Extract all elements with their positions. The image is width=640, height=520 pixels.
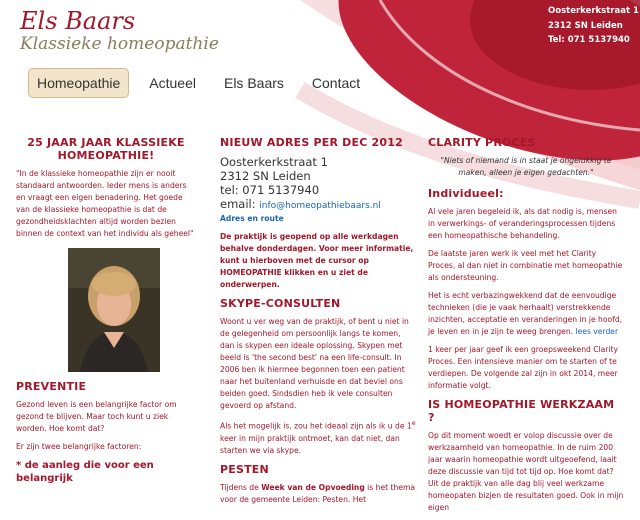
- anniversary-title: 25 JAAR JAAR KLASSIEKE HOMEOPATHIE!: [27, 136, 185, 162]
- pesten-title: PESTEN: [220, 462, 269, 476]
- column-right: [428, 136, 624, 520]
- preventie-title: PREVENTIE: [16, 380, 87, 393]
- new-address-phone: tel: 071 5137940: [220, 183, 320, 197]
- nav-homeopathie[interactable]: Homeopathie: [28, 68, 129, 98]
- portrait-image: [68, 248, 160, 372]
- header-street: Oosterkerkstraat 1: [548, 6, 639, 16]
- individueel-text-3: [428, 290, 624, 338]
- individueel-text-3-body: Het is echt verbazingwekkend dat de eenvoudige technieken (die je vaak herhaalt) verstrekkende inzichten, acceptatie en veranderingen in je hoofd, je leven en in je zijn te weeg brengen.: [428, 291, 623, 336]
- column-left: [16, 136, 196, 485]
- read-more-link[interactable]: lees verder: [575, 327, 619, 336]
- factor-item: * de aanleg die voor een belangrijk: [16, 460, 154, 484]
- individueel-text-2: De laatste jaren werk ik veel met het Clarity Proces, al dan niet in combinatie met homeopathie als ondersteuning.: [428, 249, 623, 282]
- new-address-city: 2312 SN Leiden: [220, 169, 311, 183]
- skype-text-2: [220, 418, 416, 457]
- new-address-title: NIEUW ADRES PER DEC 2012: [220, 136, 403, 149]
- logo-name: Els Baars: [20, 7, 136, 35]
- column-middle: [220, 136, 416, 512]
- header-address: [548, 4, 639, 48]
- header-phone: Tel: 071 5137940: [548, 35, 630, 45]
- werkzaam-text: Op dit moment woedt er volop discussie over de werkzaamheid van homeopathie. In de ruim 200 jaar waarin homeopathie wordt uitgeoefend, laait deze discussie van tijd tot tijd op. Hoe komt dat? Uit de praktijk van alle dag blij veel werkzame homeopaten bizjen de resultaten goed. Ook in mijn eigen: [428, 431, 624, 512]
- skype-title: SKYPE-CONSULTEN: [220, 297, 341, 310]
- nav-actueel[interactable]: Actueel: [149, 75, 196, 91]
- skype-text-2-pre: Als het mogelijk is, zou het ideaal zijn als ik u de 1: [220, 421, 412, 431]
- preventie-factors: Er zijn twee belangrijke factoren:: [16, 442, 142, 451]
- header-city: 2312 SN Leiden: [548, 20, 623, 31]
- new-address-email-row: [220, 197, 416, 213]
- practice-info: De praktijk is geopend op alle werkdagen behalve donderdagen. Voor meer informatie, kunt u hierboven met de cursor op HOMEOPATHIE klikken en u ziet de onderwerpen.: [220, 232, 414, 289]
- skype-text: Woont u ver weg van de praktijk, of bent u niet in de gelegenheid om persoonlijk langs te komen, dan is skypen een ideale oplossing. Skypen met beeld is 'the second best' na een life-consult. In 2006 ben ik hiermee begonnen toen een patient naar het buitenland verhuisde en dat beviel ons beiden goed. Sindsdien heb ik vele consulten gevoerd op afstand.: [220, 317, 409, 410]
- portrait-photo: [68, 248, 160, 372]
- route-link[interactable]: Adres en route: [220, 214, 284, 223]
- werkzaam-title: IS HOMEOPATHIE WERKZAAM ?: [428, 398, 615, 424]
- site-logo[interactable]: [20, 8, 219, 54]
- individueel-title: Individueel:: [428, 187, 504, 200]
- logo-subtitle: Klassieke homeopathie: [20, 34, 219, 54]
- clarity-quote: "Niets of niemand is in staat je ongelukkig te maken, alleen je eigen gedachten.": [440, 156, 612, 177]
- preventie-text: Gezond leven is een belangrijke factor om gezond te blijven. Maar toch kunt u ziek worden. Hoe komt dat?: [16, 400, 177, 433]
- pesten-pre: Tijdens de: [220, 482, 262, 492]
- main-nav: [28, 68, 380, 98]
- clarity-title: CLARITY PROCES: [428, 136, 536, 149]
- individueel-text-4: 1 keer per jaar geef ik een groepsweekend Clarity Proces. Een intensieve manier om te starten of te verdiepen. De volgende zal zijn in okt 2014, meer informatie volgt.: [428, 345, 619, 390]
- pesten-bold: Week van de Opvoeding: [261, 482, 365, 492]
- skype-text-2-post: keer in mijn praktijk ontmoet, kan dat niet, dan starten we via skype.: [220, 433, 400, 455]
- nav-contact[interactable]: Contact: [311, 75, 361, 91]
- intro-quote: "In de klassieke homeopathie zijn er nooit standaard antwoorden. Ieder mens is anders en vraagt een eigen benadering. Het goede van de klassieke homeopathie is dat de gezondheidsklachten altijd worden bezien binnen de context van het individu als geheel": [16, 169, 194, 238]
- individueel-text-1: Al vele jaren begeleid ik, als dat nodig is, mensen in verwerkings- of veranderingsprocessen tijdens een homeopathische behandeling.: [428, 207, 617, 240]
- new-address-block: [220, 155, 416, 213]
- email-link[interactable]: info@homeopathiebaars.nl: [259, 201, 381, 211]
- pesten-post: is het thema voor de gemeente Leiden: Pesten. Het: [220, 482, 416, 504]
- pesten-text: [220, 482, 416, 506]
- nav-els-baars[interactable]: Els Baars: [223, 75, 284, 91]
- skype-text-2-sup: e: [411, 420, 416, 427]
- email-label: email:: [220, 197, 256, 211]
- new-address-street: Oosterkerkstraat 1: [220, 155, 328, 169]
